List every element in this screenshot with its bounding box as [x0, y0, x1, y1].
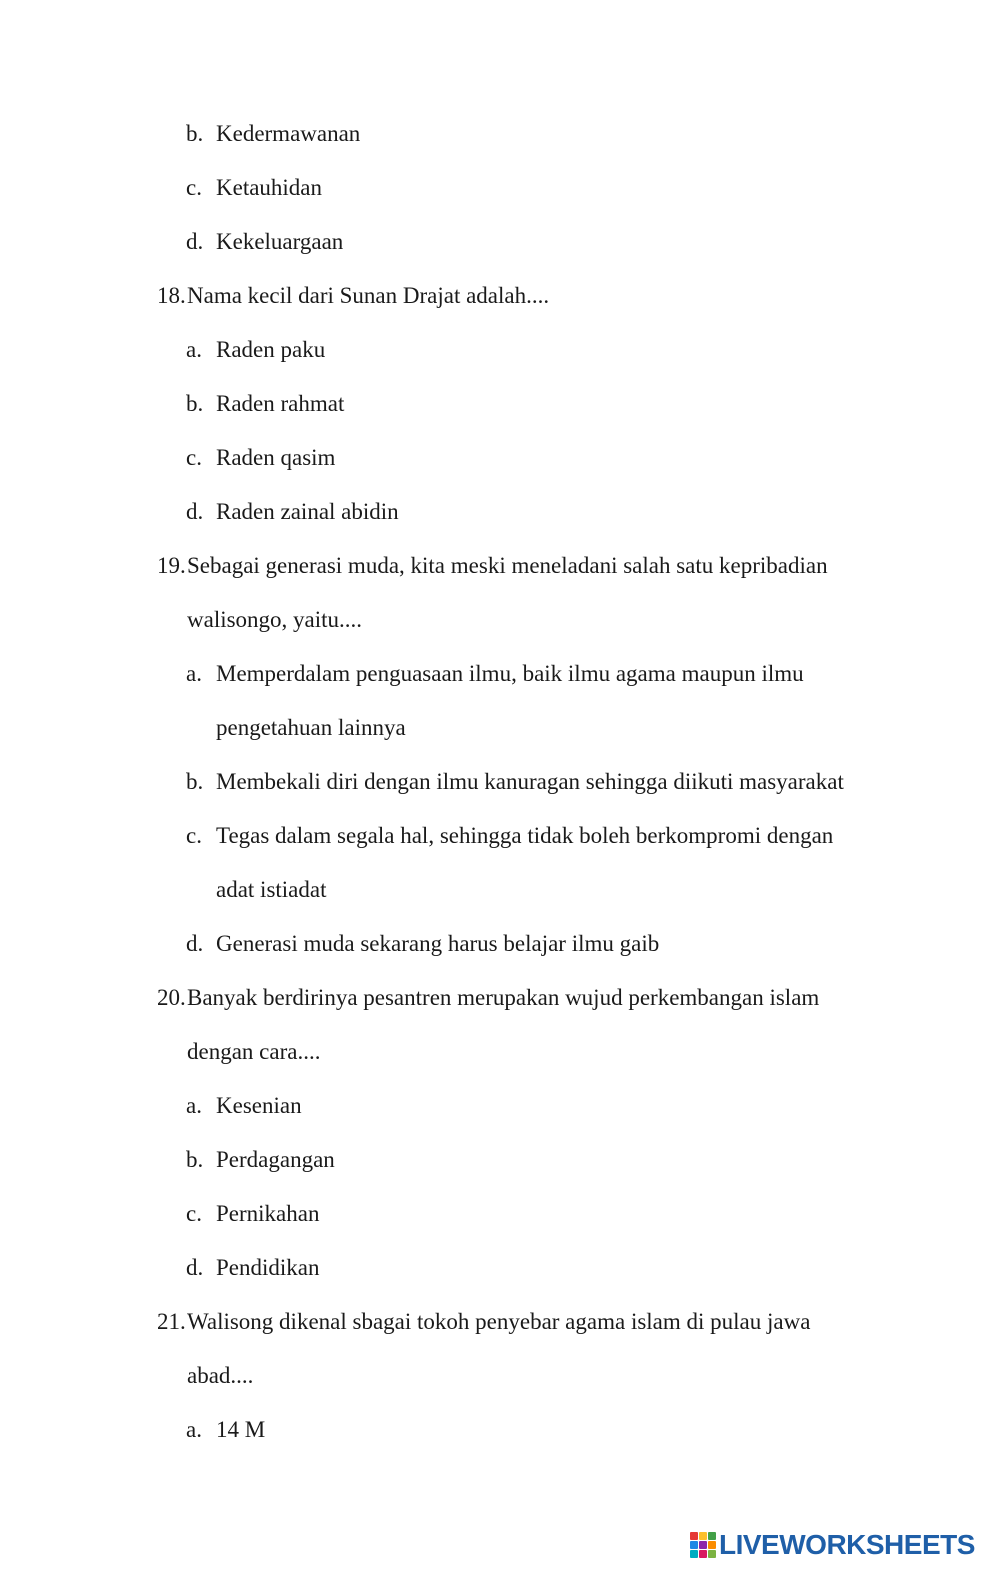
- question-21-text-line1: Walisong dikenal sbagai tokoh penyebar agama islam di pulau jawa: [187, 1309, 811, 1334]
- option-18a-text[interactable]: Raden paku: [216, 337, 326, 362]
- option-18c-text[interactable]: Raden qasim: [216, 445, 336, 470]
- option-19c-text-line2[interactable]: adat istiadat: [216, 877, 327, 902]
- option-18c-letter: c.: [186, 445, 202, 470]
- option-18d-text[interactable]: Raden zainal abidin: [216, 499, 399, 524]
- question-19-text-line1: Sebagai generasi muda, kita meski meneladani salah satu kepribadian: [187, 553, 828, 578]
- option-19a-text-line2[interactable]: pengetahuan lainnya: [216, 715, 406, 740]
- logo-square: [699, 1541, 707, 1549]
- option-19b-letter: b.: [186, 769, 204, 794]
- option-20b-text[interactable]: Perdagangan: [216, 1147, 335, 1172]
- option-20a-text[interactable]: Kesenian: [216, 1093, 302, 1118]
- option-17b-letter: b.: [186, 121, 204, 146]
- logo-square: [708, 1550, 716, 1558]
- option-20c-letter: c.: [186, 1201, 202, 1226]
- option-17c-letter: c.: [186, 175, 202, 200]
- logo-square: [690, 1550, 698, 1558]
- question-18-number: 18.: [157, 283, 186, 308]
- liveworksheets-footer: [690, 1530, 975, 1560]
- question-21-number: 21.: [157, 1309, 186, 1334]
- question-20-number: 20.: [157, 985, 186, 1010]
- question-20-text-line1: Banyak berdirinya pesantren merupakan wujud perkembangan islam: [187, 985, 820, 1010]
- question-21-text-line2: abad....: [187, 1363, 254, 1388]
- option-17b-text[interactable]: Kedermawanan: [216, 121, 361, 146]
- option-21a-letter: a.: [186, 1417, 202, 1442]
- option-20b-letter: b.: [186, 1147, 204, 1172]
- option-18d-letter: d.: [186, 499, 204, 524]
- logo-square: [690, 1541, 698, 1549]
- logo-square: [708, 1541, 716, 1549]
- option-19d-text[interactable]: Generasi muda sekarang harus belajar ilmu gaib: [216, 931, 660, 956]
- option-20d-text[interactable]: Pendidikan: [216, 1255, 320, 1280]
- option-20c-text[interactable]: Pernikahan: [216, 1201, 320, 1226]
- liveworksheets-brand: LIVEWORKSHEETS: [719, 1529, 975, 1560]
- option-18a-letter: a.: [186, 337, 202, 362]
- option-17d-letter: d.: [186, 229, 204, 254]
- option-19a-text-line1[interactable]: Memperdalam penguasaan ilmu, baik ilmu agama maupun ilmu: [216, 661, 804, 686]
- logo-square: [708, 1532, 716, 1540]
- logo-square: [699, 1550, 707, 1558]
- option-20d-letter: d.: [186, 1255, 204, 1280]
- option-17d-text[interactable]: Kekeluargaan: [216, 229, 344, 254]
- question-18-text: Nama kecil dari Sunan Drajat adalah....: [187, 283, 550, 308]
- logo-square: [699, 1532, 707, 1540]
- logo-square: [690, 1532, 698, 1540]
- question-19-text-line2: walisongo, yaitu....: [187, 607, 363, 632]
- option-18b-text[interactable]: Raden rahmat: [216, 391, 345, 416]
- option-19d-letter: d.: [186, 931, 204, 956]
- option-19b-text[interactable]: Membekali diri dengan ilmu kanuragan sehingga diikuti masyarakat: [216, 769, 844, 794]
- option-19c-letter: c.: [186, 823, 202, 848]
- question-20-text-line2: dengan cara....: [187, 1039, 321, 1064]
- option-20a-letter: a.: [186, 1093, 202, 1118]
- option-19c-text-line1[interactable]: Tegas dalam segala hal, sehingga tidak boleh berkompromi dengan: [216, 823, 834, 848]
- option-17c-text[interactable]: Ketauhidan: [216, 175, 323, 200]
- question-19-number: 19.: [157, 553, 186, 578]
- option-21a-text[interactable]: 14 M: [216, 1417, 266, 1442]
- option-18b-letter: b.: [186, 391, 204, 416]
- option-19a-letter: a.: [186, 661, 202, 686]
- liveworksheets-logo-icon: [690, 1532, 716, 1558]
